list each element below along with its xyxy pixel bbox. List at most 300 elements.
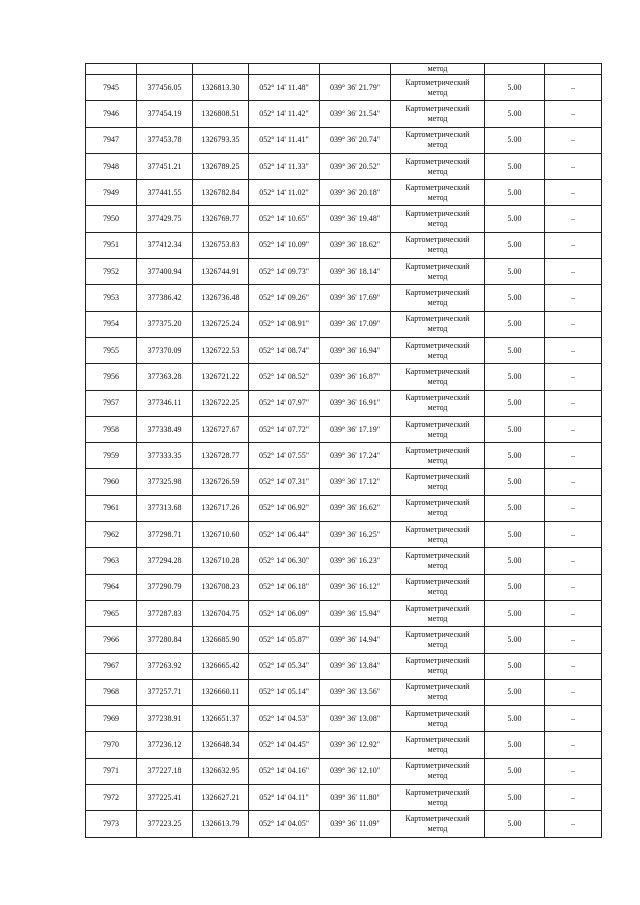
cell-accuracy: 5.00 [485, 153, 545, 179]
method-line-2: метод [427, 508, 448, 518]
cell-latitude: 052° 14' 04.16" [249, 758, 320, 784]
method-line-1: Картометрический [405, 603, 470, 613]
method-line-1: Картометрический [405, 629, 470, 639]
cell-method [391, 390, 485, 416]
method-line-2: метод [427, 376, 448, 386]
cell-method [391, 548, 485, 574]
cell-dash: – [545, 469, 602, 495]
cell-accuracy: 5.00 [485, 127, 545, 153]
cell-method [391, 732, 485, 758]
method-line-2: метод [427, 271, 448, 281]
cell-method [391, 758, 485, 784]
cell-x: 377456.05 [137, 75, 193, 101]
cell-accuracy: 5.00 [485, 101, 545, 127]
cell-x: 377223.25 [137, 811, 193, 837]
cell-y: 1326727.67 [193, 416, 249, 442]
cell-y: 1326627.21 [193, 785, 249, 811]
method-line-1: Картометрический [405, 130, 470, 140]
cell-empty [320, 64, 391, 75]
cell-y: 1326736.48 [193, 285, 249, 311]
cell-longitude: 039° 36' 12.92" [320, 732, 391, 758]
method-line-1: Картометрический [405, 366, 470, 376]
cell-dash: – [545, 337, 602, 363]
cell-point-number: 7969 [86, 706, 137, 732]
cell-point-number: 7972 [86, 785, 137, 811]
cell-dash: – [545, 127, 602, 153]
method-line-2: метод [427, 298, 448, 308]
cell-accuracy: 5.00 [485, 758, 545, 784]
cell-empty [137, 64, 193, 75]
cell-accuracy: 5.00 [485, 706, 545, 732]
method-line-2: метод [427, 403, 448, 413]
cell-longitude: 039° 36' 18.14" [320, 259, 391, 285]
cell-y: 1326632.95 [193, 758, 249, 784]
cell-method [391, 600, 485, 626]
cell-method [391, 706, 485, 732]
cell-accuracy: 5.00 [485, 522, 545, 548]
cell-method [391, 679, 485, 705]
cell-x: 377451.21 [137, 153, 193, 179]
table-row [86, 653, 602, 679]
cell-latitude: 052° 14' 11.41" [249, 127, 320, 153]
cell-accuracy: 5.00 [485, 206, 545, 232]
cell-accuracy: 5.00 [485, 390, 545, 416]
cell-method [391, 285, 485, 311]
cell-accuracy: 5.00 [485, 364, 545, 390]
method-line-1: Картометрический [405, 708, 470, 718]
method-line-1: Картометрический [405, 735, 470, 745]
cell-y: 1326808.51 [193, 101, 249, 127]
cell-y: 1326660.11 [193, 679, 249, 705]
cell-y: 1326717.26 [193, 495, 249, 521]
cell-longitude: 039° 36' 14.94" [320, 627, 391, 653]
table-row [86, 101, 602, 127]
cell-y: 1326782.84 [193, 180, 249, 206]
table-row [86, 469, 602, 495]
cell-latitude: 052° 14' 11.42" [249, 101, 320, 127]
cell-latitude: 052° 14' 04.45" [249, 732, 320, 758]
cell-dash: – [545, 206, 602, 232]
cell-latitude: 052° 14' 06.92" [249, 495, 320, 521]
cell-method [391, 653, 485, 679]
table-row [86, 311, 602, 337]
cell-method [391, 627, 485, 653]
cell-accuracy: 5.00 [485, 548, 545, 574]
cell-dash: – [545, 785, 602, 811]
method-line-2: метод [427, 87, 448, 97]
cell-method [391, 364, 485, 390]
method-line-1: Картометрический [405, 235, 470, 245]
method-line-2: метод [427, 482, 448, 492]
cell-empty [485, 64, 545, 75]
cell-y: 1326728.77 [193, 443, 249, 469]
method-line-1: Картометрический [405, 787, 470, 797]
cell-point-number: 7960 [86, 469, 137, 495]
cell-latitude: 052° 14' 05.14" [249, 679, 320, 705]
cell-longitude: 039° 36' 17.24" [320, 443, 391, 469]
cell-empty [193, 64, 249, 75]
cell-point-number: 7950 [86, 206, 137, 232]
cell-point-number: 7951 [86, 232, 137, 258]
table-row [86, 785, 602, 811]
cell-x: 377363.28 [137, 364, 193, 390]
cell-x: 377280.84 [137, 627, 193, 653]
cell-dash: – [545, 706, 602, 732]
cell-latitude: 052° 14' 06.09" [249, 600, 320, 626]
method-line-2: метод [427, 429, 448, 439]
cell-method [391, 311, 485, 337]
cell-point-number: 7964 [86, 574, 137, 600]
cell-dash: – [545, 574, 602, 600]
cell-accuracy: 5.00 [485, 785, 545, 811]
cell-dash: – [545, 600, 602, 626]
method-line-2: метод [427, 245, 448, 255]
cell-y: 1326726.59 [193, 469, 249, 495]
continuation-row [86, 64, 602, 75]
cell-dash: – [545, 811, 602, 837]
method-line-2: метод [427, 350, 448, 360]
cell-accuracy: 5.00 [485, 653, 545, 679]
cell-x: 377263.92 [137, 653, 193, 679]
cell-latitude: 052° 14' 11.02" [249, 180, 320, 206]
method-line-1: Картометрический [405, 682, 470, 692]
cell-y: 1326722.53 [193, 337, 249, 363]
cell-x: 377370.09 [137, 337, 193, 363]
cell-point-number: 7971 [86, 758, 137, 784]
cell-point-number: 7955 [86, 337, 137, 363]
cell-dash: – [545, 416, 602, 442]
cell-dash: – [545, 653, 602, 679]
cell-longitude: 039° 36' 16.87" [320, 364, 391, 390]
cell-longitude: 039° 36' 13.84" [320, 653, 391, 679]
method-line-1: Картометрический [405, 340, 470, 350]
cell-accuracy: 5.00 [485, 495, 545, 521]
cell-point-number: 7970 [86, 732, 137, 758]
table-row [86, 232, 602, 258]
cell-latitude: 052° 14' 11.33" [249, 153, 320, 179]
cell-accuracy: 5.00 [485, 311, 545, 337]
method-line-1: Картометрический [405, 393, 470, 403]
cell-point-number: 7959 [86, 443, 137, 469]
method-line-1: Картометрический [405, 419, 470, 429]
table-row [86, 180, 602, 206]
cell-method-tail: метод [391, 64, 485, 75]
cell-longitude: 039° 36' 17.69" [320, 285, 391, 311]
method-line-2: метод [427, 324, 448, 334]
cell-latitude: 052° 14' 04.11" [249, 785, 320, 811]
cell-point-number: 7954 [86, 311, 137, 337]
method-line-1: Картометрический [405, 761, 470, 771]
cell-latitude: 052° 14' 07.31" [249, 469, 320, 495]
cell-x: 377453.78 [137, 127, 193, 153]
cell-longitude: 039° 36' 12.10" [320, 758, 391, 784]
cell-accuracy: 5.00 [485, 232, 545, 258]
method-line-2: метод [427, 192, 448, 202]
cell-point-number: 7961 [86, 495, 137, 521]
method-line-2: метод [427, 113, 448, 123]
cell-dash: – [545, 627, 602, 653]
cell-point-number: 7948 [86, 153, 137, 179]
method-line-1: Картометрический [405, 77, 470, 87]
table-row [86, 206, 602, 232]
table-row [86, 522, 602, 548]
cell-dash: – [545, 495, 602, 521]
method-line-2: метод [427, 219, 448, 229]
table-row [86, 495, 602, 521]
cell-y: 1326725.24 [193, 311, 249, 337]
cell-x: 377454.19 [137, 101, 193, 127]
cell-empty [545, 64, 602, 75]
method-line-2: метод [427, 140, 448, 150]
table-row [86, 390, 602, 416]
cell-longitude: 039° 36' 20.18" [320, 180, 391, 206]
cell-accuracy: 5.00 [485, 574, 545, 600]
method-line-2: метод [427, 455, 448, 465]
cell-longitude: 039° 36' 17.12" [320, 469, 391, 495]
cell-x: 377400.94 [137, 259, 193, 285]
method-line-2: метод [427, 666, 448, 676]
cell-longitude: 039° 36' 16.25" [320, 522, 391, 548]
cell-method [391, 232, 485, 258]
cell-longitude: 039° 36' 16.62" [320, 495, 391, 521]
table-row [86, 259, 602, 285]
cell-longitude: 039° 36' 11.09" [320, 811, 391, 837]
cell-point-number: 7963 [86, 548, 137, 574]
cell-y: 1326721.22 [193, 364, 249, 390]
cell-longitude: 039° 36' 13.56" [320, 679, 391, 705]
table-row [86, 337, 602, 363]
cell-accuracy: 5.00 [485, 469, 545, 495]
cell-longitude: 039° 36' 21.79" [320, 75, 391, 101]
cell-method [391, 785, 485, 811]
cell-point-number: 7956 [86, 364, 137, 390]
cell-y: 1326769.77 [193, 206, 249, 232]
cell-point-number: 7952 [86, 259, 137, 285]
method-line-1: Картометрический [405, 550, 470, 560]
cell-dash: – [545, 548, 602, 574]
cell-dash: – [545, 311, 602, 337]
cell-x: 377386.42 [137, 285, 193, 311]
method-line-1: Картометрический [405, 182, 470, 192]
cell-y: 1326613.79 [193, 811, 249, 837]
method-line-2: метод [427, 823, 448, 833]
method-line-2: метод [427, 718, 448, 728]
cell-latitude: 052° 14' 07.97" [249, 390, 320, 416]
cell-point-number: 7962 [86, 522, 137, 548]
cell-longitude: 039° 36' 16.23" [320, 548, 391, 574]
cell-point-number: 7949 [86, 180, 137, 206]
cell-point-number: 7966 [86, 627, 137, 653]
cell-dash: – [545, 259, 602, 285]
method-line-2: метод [427, 560, 448, 570]
cell-x: 377257.71 [137, 679, 193, 705]
table-row [86, 758, 602, 784]
cell-accuracy: 5.00 [485, 732, 545, 758]
cell-x: 377375.20 [137, 311, 193, 337]
cell-point-number: 7947 [86, 127, 137, 153]
table-row [86, 443, 602, 469]
cell-method [391, 101, 485, 127]
cell-y: 1326813.30 [193, 75, 249, 101]
cell-longitude: 039° 36' 11.80" [320, 785, 391, 811]
cell-accuracy: 5.00 [485, 337, 545, 363]
cell-accuracy: 5.00 [485, 679, 545, 705]
cell-dash: – [545, 75, 602, 101]
cell-latitude: 052° 14' 10.65" [249, 206, 320, 232]
table-row [86, 416, 602, 442]
table-body [86, 64, 602, 838]
cell-x: 377238.91 [137, 706, 193, 732]
cell-latitude: 052° 14' 09.73" [249, 259, 320, 285]
method-line-2: метод [427, 534, 448, 544]
cell-latitude: 052° 14' 06.44" [249, 522, 320, 548]
cell-point-number: 7973 [86, 811, 137, 837]
method-line-2: метод [427, 166, 448, 176]
cell-x: 377346.11 [137, 390, 193, 416]
method-line-1: Картометрический [405, 445, 470, 455]
cell-accuracy: 5.00 [485, 811, 545, 837]
cell-latitude: 052° 14' 08.74" [249, 337, 320, 363]
cell-longitude: 039° 36' 15.94" [320, 600, 391, 626]
table-row [86, 364, 602, 390]
cell-method [391, 75, 485, 101]
cell-x: 377236.12 [137, 732, 193, 758]
cell-y: 1326789.25 [193, 153, 249, 179]
method-line-2: метод [427, 745, 448, 755]
cell-dash: – [545, 679, 602, 705]
cell-x: 377313.68 [137, 495, 193, 521]
cell-x: 377333.35 [137, 443, 193, 469]
cell-accuracy: 5.00 [485, 627, 545, 653]
method-line-1: Картометрический [405, 156, 470, 166]
cell-x: 377287.83 [137, 600, 193, 626]
cell-y: 1326710.60 [193, 522, 249, 548]
method-line-1: Картометрический [405, 314, 470, 324]
cell-longitude: 039° 36' 17.09" [320, 311, 391, 337]
cell-longitude: 039° 36' 16.12" [320, 574, 391, 600]
method-line-1: Картометрический [405, 261, 470, 271]
method-line-1: Картометрический [405, 288, 470, 298]
cell-method [391, 180, 485, 206]
cell-accuracy: 5.00 [485, 443, 545, 469]
table-row [86, 600, 602, 626]
cell-x: 377429.75 [137, 206, 193, 232]
cell-method [391, 153, 485, 179]
cell-y: 1326793.35 [193, 127, 249, 153]
cell-method [391, 206, 485, 232]
cell-latitude: 052° 14' 05.87" [249, 627, 320, 653]
cell-latitude: 052° 14' 06.18" [249, 574, 320, 600]
cell-point-number: 7957 [86, 390, 137, 416]
cell-method [391, 522, 485, 548]
cell-x: 377298.71 [137, 522, 193, 548]
cell-x: 377338.49 [137, 416, 193, 442]
cell-dash: – [545, 522, 602, 548]
cell-empty [249, 64, 320, 75]
cell-longitude: 039° 36' 16.91" [320, 390, 391, 416]
cell-x: 377325.98 [137, 469, 193, 495]
cell-y: 1326722.25 [193, 390, 249, 416]
cell-latitude: 052° 14' 06.30" [249, 548, 320, 574]
cell-dash: – [545, 390, 602, 416]
method-line-2: метод [427, 587, 448, 597]
cell-y: 1326710.28 [193, 548, 249, 574]
cell-accuracy: 5.00 [485, 600, 545, 626]
cell-latitude: 052° 14' 10.09" [249, 232, 320, 258]
cell-point-number: 7946 [86, 101, 137, 127]
cell-dash: – [545, 101, 602, 127]
cell-y: 1326651.37 [193, 706, 249, 732]
cell-latitude: 052° 14' 07.72" [249, 416, 320, 442]
cell-x: 377225.41 [137, 785, 193, 811]
cell-accuracy: 5.00 [485, 416, 545, 442]
table-row [86, 574, 602, 600]
method-line-1: Картометрический [405, 209, 470, 219]
method-line-2: метод [427, 771, 448, 781]
cell-dash: – [545, 443, 602, 469]
cell-method [391, 416, 485, 442]
cell-longitude: 039° 36' 19.48" [320, 206, 391, 232]
table-row [86, 679, 602, 705]
cell-method [391, 469, 485, 495]
cell-method [391, 574, 485, 600]
cell-accuracy: 5.00 [485, 285, 545, 311]
method-line-2: метод [427, 639, 448, 649]
cell-y: 1326708.23 [193, 574, 249, 600]
cell-longitude: 039° 36' 20.52" [320, 153, 391, 179]
method-line-1: Картометрический [405, 472, 470, 482]
table-row [86, 153, 602, 179]
cell-dash: – [545, 285, 602, 311]
method-line-1: Картометрический [405, 103, 470, 113]
table-row [86, 706, 602, 732]
cell-method [391, 259, 485, 285]
cell-accuracy: 5.00 [485, 75, 545, 101]
cell-y: 1326665.42 [193, 653, 249, 679]
table-row [86, 811, 602, 837]
table-row [86, 627, 602, 653]
cell-method [391, 127, 485, 153]
cell-longitude: 039° 36' 18.62" [320, 232, 391, 258]
cell-longitude: 039° 36' 20.74" [320, 127, 391, 153]
cell-latitude: 052° 14' 05.34" [249, 653, 320, 679]
cell-accuracy: 5.00 [485, 180, 545, 206]
cell-point-number: 7953 [86, 285, 137, 311]
cell-x: 377227.18 [137, 758, 193, 784]
cell-y: 1326648.34 [193, 732, 249, 758]
method-line-1: Картометрический [405, 524, 470, 534]
cell-longitude: 039° 36' 17.19" [320, 416, 391, 442]
cell-longitude: 039° 36' 13.08" [320, 706, 391, 732]
cell-y: 1326753.83 [193, 232, 249, 258]
table-row [86, 127, 602, 153]
method-line-1: Картометрический [405, 498, 470, 508]
table-row [86, 548, 602, 574]
cell-method [391, 443, 485, 469]
method-line-2: метод [427, 692, 448, 702]
method-line-2: метод [427, 613, 448, 623]
cell-method [391, 495, 485, 521]
cell-point-number: 7968 [86, 679, 137, 705]
cell-latitude: 052° 14' 08.91" [249, 311, 320, 337]
cell-latitude: 052° 14' 09.26" [249, 285, 320, 311]
method-line-1: Картометрический [405, 813, 470, 823]
cell-method [391, 337, 485, 363]
table-row [86, 285, 602, 311]
cell-latitude: 052° 14' 04.05" [249, 811, 320, 837]
cell-dash: – [545, 364, 602, 390]
method-line-1: Картометрический [405, 656, 470, 666]
